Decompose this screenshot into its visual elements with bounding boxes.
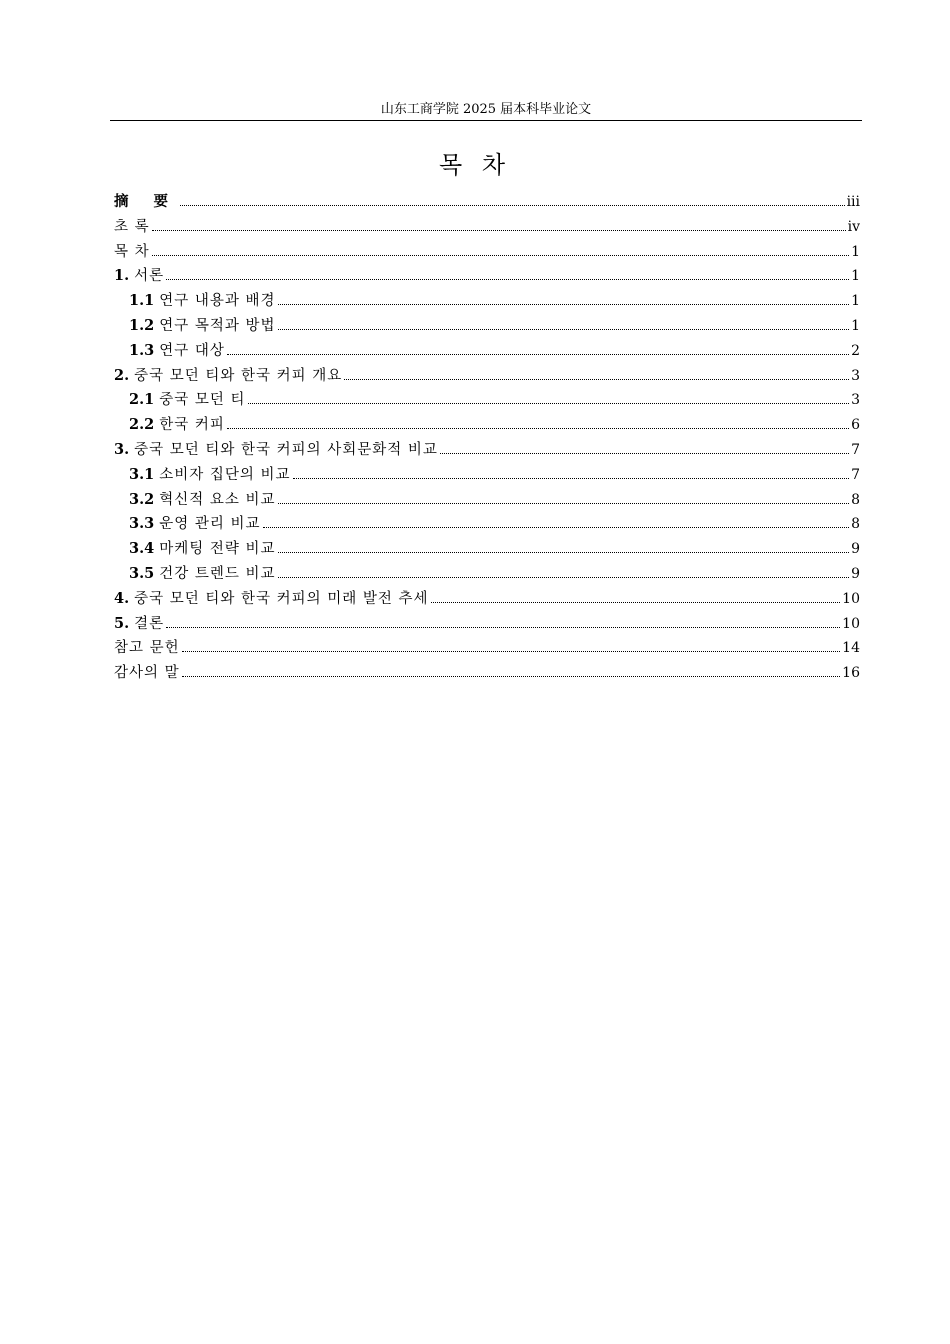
- toc-entry-label: 서론: [134, 268, 165, 285]
- toc-entry[interactable]: [114, 364, 860, 389]
- toc-dot-leader: [344, 378, 849, 380]
- toc-entry-label: 연구 내용과 배경: [159, 293, 276, 310]
- toc-dot-leader: [431, 601, 841, 603]
- toc-entry-label: 한국 커피: [159, 417, 225, 434]
- toc-entry-label: 중국 모던 티: [159, 392, 246, 409]
- toc-entry-label: 연구 대상: [159, 342, 225, 359]
- toc-entry-label: 연구 목적과 방법: [159, 317, 276, 334]
- toc-dot-leader: [152, 254, 849, 256]
- toc-entry-label: 결론: [134, 615, 165, 632]
- toc-dot-leader: [278, 551, 850, 553]
- toc-entry-page-number: 10: [842, 590, 860, 607]
- toc-entry[interactable]: [114, 264, 860, 289]
- toc-entry-page-number: 9: [851, 541, 860, 558]
- toc-entry-page-number: 7: [851, 466, 860, 483]
- toc-entry-page-number: 3: [851, 367, 860, 384]
- toc-dot-leader: [182, 675, 841, 677]
- toc-entry-number: 1.2: [129, 316, 155, 334]
- toc-entry-page-number: 8: [851, 516, 860, 533]
- toc-entry[interactable]: [114, 587, 860, 612]
- toc-entry-page-number: 1: [851, 293, 860, 310]
- running-header-text: 山东工商学院 2025 届本科毕业论文: [380, 102, 592, 117]
- toc-entry-label: 중국 모던 티와 한국 커피 개요: [134, 367, 343, 384]
- running-header: [110, 100, 862, 121]
- toc-entry[interactable]: [114, 240, 860, 265]
- toc-entry-page-number: iv: [847, 218, 860, 235]
- toc-entry[interactable]: [114, 562, 860, 587]
- toc-entry[interactable]: [114, 488, 860, 513]
- toc-entry[interactable]: [114, 190, 860, 215]
- toc-dot-leader: [166, 278, 849, 280]
- toc-entry-page-number: 3: [851, 392, 860, 409]
- toc-entry-number: 3.: [114, 440, 130, 458]
- toc-entry-label: 마케팅 전략 비교: [159, 541, 276, 558]
- toc-dot-leader: [440, 452, 849, 454]
- toc-entry[interactable]: [114, 636, 860, 661]
- toc-entry[interactable]: [114, 438, 860, 463]
- toc-entry-label: 소비자 집단의 비교: [159, 466, 291, 483]
- toc-entry-page-number: 2: [851, 342, 860, 359]
- toc-entry-page-number: 1: [851, 268, 860, 285]
- toc-entry-page-number: 9: [851, 565, 860, 582]
- toc-dot-leader: [182, 650, 841, 652]
- toc-entry-page-number: 10: [842, 615, 860, 632]
- toc-dot-leader: [180, 204, 845, 206]
- toc-entry[interactable]: [114, 413, 860, 438]
- toc-dot-leader: [278, 303, 850, 305]
- toc-entry-page-number: 1: [851, 317, 860, 334]
- toc-dot-leader: [278, 502, 850, 504]
- toc-dot-leader: [227, 427, 849, 429]
- toc-entry-page-number: 6: [851, 417, 860, 434]
- toc-entry[interactable]: [114, 388, 860, 413]
- toc-entry-number: 3.4: [129, 540, 155, 558]
- toc-entry-page-number: 8: [851, 491, 860, 508]
- toc-dot-leader: [227, 353, 849, 355]
- toc-entry-number: 5.: [114, 614, 130, 632]
- toc-entry-number: 4.: [114, 589, 130, 607]
- toc-title: 목 차: [439, 151, 511, 179]
- toc-entry-page-number: iii: [846, 194, 860, 210]
- toc-dot-leader: [278, 328, 850, 330]
- toc-entry-number: 3.3: [129, 515, 155, 533]
- toc-entry-label: 혁신적 요소 비교: [159, 491, 276, 508]
- toc-entry-label: 摘 要: [114, 193, 179, 210]
- toc-entry-number: 1.1: [129, 292, 155, 310]
- toc-entry[interactable]: [114, 314, 860, 339]
- toc-entry[interactable]: [114, 463, 860, 488]
- toc-entry-number: 1.3: [129, 341, 155, 359]
- toc-entry-number: 2.: [114, 366, 130, 384]
- toc-entry[interactable]: [114, 215, 860, 240]
- toc-entry-number: 3.5: [129, 564, 155, 582]
- toc-entry-page-number: 7: [851, 441, 860, 458]
- toc-entry[interactable]: [114, 537, 860, 562]
- toc-dot-leader: [152, 229, 846, 231]
- toc-entry-number: 2.2: [129, 416, 155, 434]
- toc-entry-page-number: 1: [851, 243, 860, 260]
- toc-entry[interactable]: [114, 612, 860, 637]
- toc-entry-label: 건강 트렌드 비교: [159, 565, 276, 582]
- toc-entry-label: 감사의 말: [114, 665, 180, 682]
- toc-entry-label: 중국 모던 티와 한국 커피의 미래 발전 추세: [134, 590, 429, 607]
- toc-entry-label: 운영 관리 비교: [159, 516, 261, 533]
- toc-entry[interactable]: [114, 512, 860, 537]
- toc-entry-label: 중국 모던 티와 한국 커피의 사회문화적 비교: [134, 441, 438, 458]
- toc-entry-number: 1.: [114, 267, 130, 285]
- toc-entry-number: 3.2: [129, 490, 155, 508]
- toc-entry-page-number: 14: [842, 640, 860, 657]
- toc-entry[interactable]: [114, 339, 860, 364]
- toc-entry-number: 2.1: [129, 391, 155, 409]
- toc-dot-leader: [166, 626, 840, 628]
- toc-entry-page-number: 16: [842, 665, 860, 682]
- toc-entry-number: 3.1: [129, 465, 155, 483]
- table-of-contents: [114, 190, 860, 686]
- toc-entry-label: 목 차: [114, 243, 150, 260]
- toc-entry-label: 참고 문헌: [114, 640, 180, 657]
- toc-dot-leader: [278, 576, 850, 578]
- toc-dot-leader: [293, 477, 850, 479]
- toc-entry-label: 초 록: [114, 218, 150, 235]
- toc-dot-leader: [248, 402, 850, 404]
- toc-entry[interactable]: [114, 661, 860, 686]
- toc-entry[interactable]: [114, 289, 860, 314]
- toc-dot-leader: [263, 526, 850, 528]
